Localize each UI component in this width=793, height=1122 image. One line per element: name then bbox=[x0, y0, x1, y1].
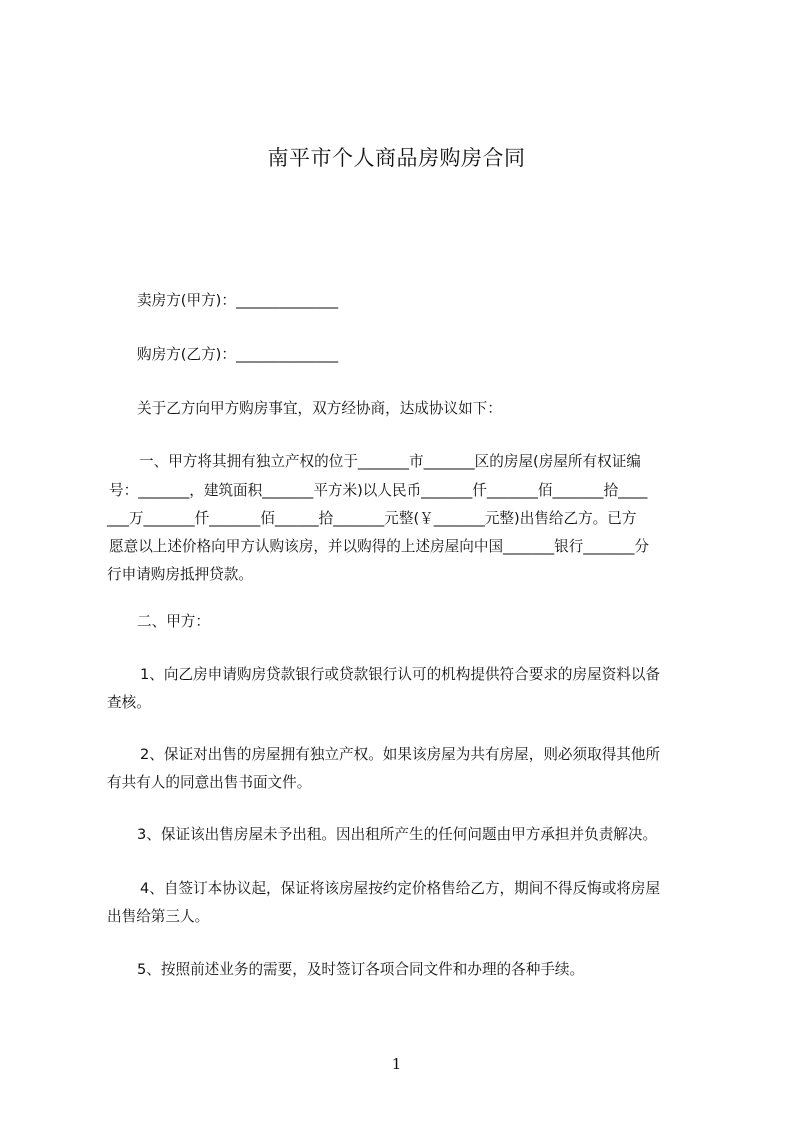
item4-line2: 出售给第三人。 bbox=[107, 908, 210, 925]
page-number: 1 bbox=[391, 1055, 402, 1073]
clause1-line5: 行申请购房抵押贷款。 bbox=[107, 566, 253, 583]
buyer-line: 购房方(乙方)：______________ bbox=[137, 346, 339, 363]
item3-line: 3、保证该出售房屋未予出租。因出租所产生的任何问题由甲方承担并负责解决。 bbox=[137, 826, 658, 843]
preamble: 关于乙方向甲方购房事宜，双方经协商，达成协议如下： bbox=[137, 400, 502, 417]
seller-line: 卖房方(甲方)：______________ bbox=[137, 292, 339, 309]
item5-line: 5、按照前述业务的需要，及时签订各项合同文件和办理的各种手续。 bbox=[137, 961, 585, 978]
item1-line2: 查核。 bbox=[107, 694, 151, 711]
document-title: 南平市个人商品房购房合同 bbox=[267, 146, 526, 170]
clause1-line4: 愿意以上述价格向甲方认购该房，并以购得的上述房屋向中国_______银行_______分 bbox=[109, 538, 649, 555]
item1-line1: 1、向乙房申请购房贷款银行或贷款银行认可的机构提供符合要求的房屋资料以备 bbox=[140, 666, 661, 683]
item2-line2: 有共有人的同意出售书面文件。 bbox=[107, 774, 312, 791]
item2-line1: 2、保证对出售的房屋拥有独立产权。如果该房屋为共有房屋，则必须取得其他所 bbox=[140, 746, 661, 763]
clause1-line2: 号：_______，建筑面积_______平方米)以人民币_______仟_______佰_______拾____ bbox=[109, 482, 648, 499]
clause1-line1: 一、甲方将其拥有独立产权的位于_______市_______区的房屋(房屋所有权证编 bbox=[139, 453, 641, 470]
section2-heading: 二、甲方： bbox=[137, 613, 210, 630]
clause1-line3: ___万_______仟_______佰______拾_______元整(￥_______元整)出售给乙方。已方 bbox=[107, 510, 637, 527]
item4-line1: 4、自签订本协议起，保证将该房屋按约定价格售给乙方，期间不得反悔或将房屋 bbox=[140, 880, 661, 897]
